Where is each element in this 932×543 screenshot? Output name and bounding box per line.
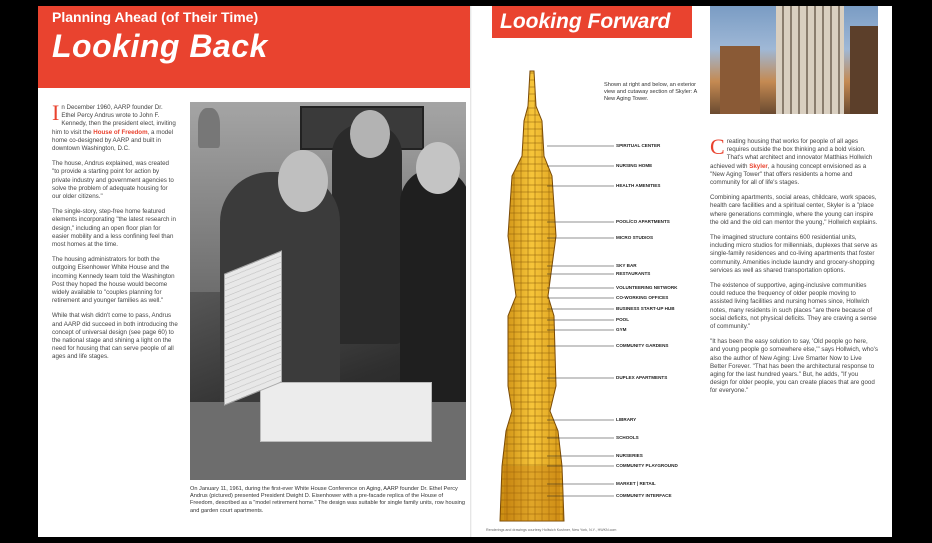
house-of-freedom-link[interactable]: House of Freedom — [93, 128, 148, 136]
skyler-link[interactable]: Skyler — [749, 162, 768, 170]
tower-label: BUSINESS START-UP HUB — [616, 306, 675, 311]
tower-label: SCHOOLS — [616, 435, 639, 440]
article-paragraph: The housing administrators for both the outgoing Eisenhower White House and the incoming Kennedy team told the Washington Post they hoped the house would become widely available to "couples planning for retirement and younger families as well." — [52, 256, 175, 305]
model-panel — [224, 250, 282, 405]
tower-label: LIBRARY — [616, 417, 637, 422]
article-paragraph — [52, 100, 178, 153]
tower-exterior-photo — [710, 6, 878, 114]
photo-caption: On January 11, 1961, during the first-ever White House Conference on Aging, AARP founder Dr. Ethel Percy Andrus (pictured) presented President Dwight D. Eisenhower with a pre-facade replica of the House of Freedom, described as a "model retirement home." The design was suitable for single family units, row housing and garden court apartments. — [190, 486, 465, 514]
article-paragraph: The existence of supportive, aging-inclusive communities could reduce the frequency of older people moving to assisted living facilities and nursing homes since, Hollwich notes, many residents in such places "are there because of social deficits, not physical deficits. They are craving a sense of community." — [710, 282, 877, 331]
paragraph-text: n December 1960, AARP founder Dr. Ethel Percy Andrus wrote to John F. Kennedy, then the president elect, inviting him to visit the — [52, 104, 176, 136]
tower-label: COMMUNITY GARDENS — [616, 343, 669, 348]
tower-label: DUPLEX APARTMENTS — [616, 375, 668, 380]
article-paragraph: "It has been the easy solution to say, 'Old people go here, and young people go somewhere else,'" says Hollwich, who's also the author of New Aging: Live Smarter Now to Live Better Forever. "That has been the architectural response to aging for the last hundred years." But, he adds, "If you design for older people, you can create places that are good for everyone." — [710, 338, 878, 395]
tower-label: POOL/CO APARTMENTS — [616, 219, 670, 224]
tower-label: NURSERIES — [616, 453, 643, 458]
page-title-looking-back: Looking Back — [52, 28, 268, 64]
article-paragraph: The house, Andrus explained, was created "to provide a starting point for action by private industry and government agencies to solve the problem of adequate housing for our older citizens." — [52, 160, 174, 201]
tower-label: GYM — [616, 327, 627, 332]
tower-label: MICRO STUDIOS — [616, 235, 654, 240]
tower-cutaway-diagram — [472, 66, 622, 526]
paragraph-text: reating housing that works for people of all ages requires outside the box thinking and a bold vision. That's what architect and innovator Matthias Hollwich achieved with — [710, 138, 873, 170]
historic-photo — [190, 102, 466, 480]
page-title-looking-forward: Looking Forward — [500, 10, 671, 33]
tower-label: COMMUNITY PLAYGROUND — [616, 463, 678, 468]
tower-label: POOL — [616, 317, 630, 322]
right-page — [472, 6, 892, 537]
looking-back-header — [38, 6, 472, 88]
looking-forward-header — [492, 6, 692, 38]
tower-label: CO-WORKING OFFICES — [616, 295, 669, 300]
tower-label: NURSING HOME — [616, 163, 653, 168]
image-credit: Renderings and drawings courtesy Hollwich Kushner, New York, N.Y., HWKN.com — [486, 528, 617, 532]
left-page — [38, 6, 472, 537]
section-kicker: Planning Ahead (of Their Time) — [52, 9, 259, 25]
tower-label: HEALTH AMENITIES — [616, 183, 661, 188]
house-model — [260, 382, 432, 442]
article-paragraph: Combining apartments, social areas, childcare, work spaces, health care facilities and a spiritual center, Skyler is a "place where generations commingle, where the young can inspire the old and the old can mentor the young," Hollwich explains. — [710, 194, 878, 226]
tower-label: MARKET | RETAIL — [616, 481, 656, 486]
paragraph-text: , a model home co-designed by AARP and built in downtown Washington, D.C. — [52, 128, 174, 153]
tower-intro-caption: Shown at right and below, an exterior view and cutaway section of Skyler: A New Aging Tower. — [604, 82, 697, 103]
article-paragraph — [710, 134, 878, 187]
tower-label: SPIRITUAL CENTER — [616, 143, 661, 148]
article-paragraph: While that wish didn't come to pass, Andrus and AARP did succeed in both introducing the concept of universal design (see page 60) to the national stage and shining a light on the need for housing that can serve people of all ages and life stages. — [52, 312, 178, 361]
tower-label: SKY BAR — [616, 263, 637, 268]
paragraph-text: , a housing concept envisioned as a "New Aging Tower" that offers residents a home and community for all of life's stages. — [710, 162, 867, 187]
tower-label: VOLUNTEERING NETWORK — [616, 285, 678, 290]
looking-back-article — [52, 100, 178, 369]
looking-forward-article — [710, 134, 878, 403]
dropcap: C — [710, 134, 725, 159]
tower-label: COMMUNITY INTERFACE — [616, 493, 672, 498]
article-paragraph: The imagined structure contains 600 residential units, including micro studios for millennials, duplexes that serve as single-family residences and co-living apartments that foster community. Amenities include laundry and grocery-shopping services as well as shared transportation options. — [710, 234, 878, 274]
dropcap: I — [52, 100, 60, 125]
lamp-icon — [198, 108, 220, 148]
tower-label: RESTAURANTS — [616, 271, 651, 276]
article-paragraph: The single-story, step-free home featured elements incorporating "the latest research in design," including an open floor plan for easier mobility and a less confining feel than most homes at the time. — [52, 208, 176, 249]
